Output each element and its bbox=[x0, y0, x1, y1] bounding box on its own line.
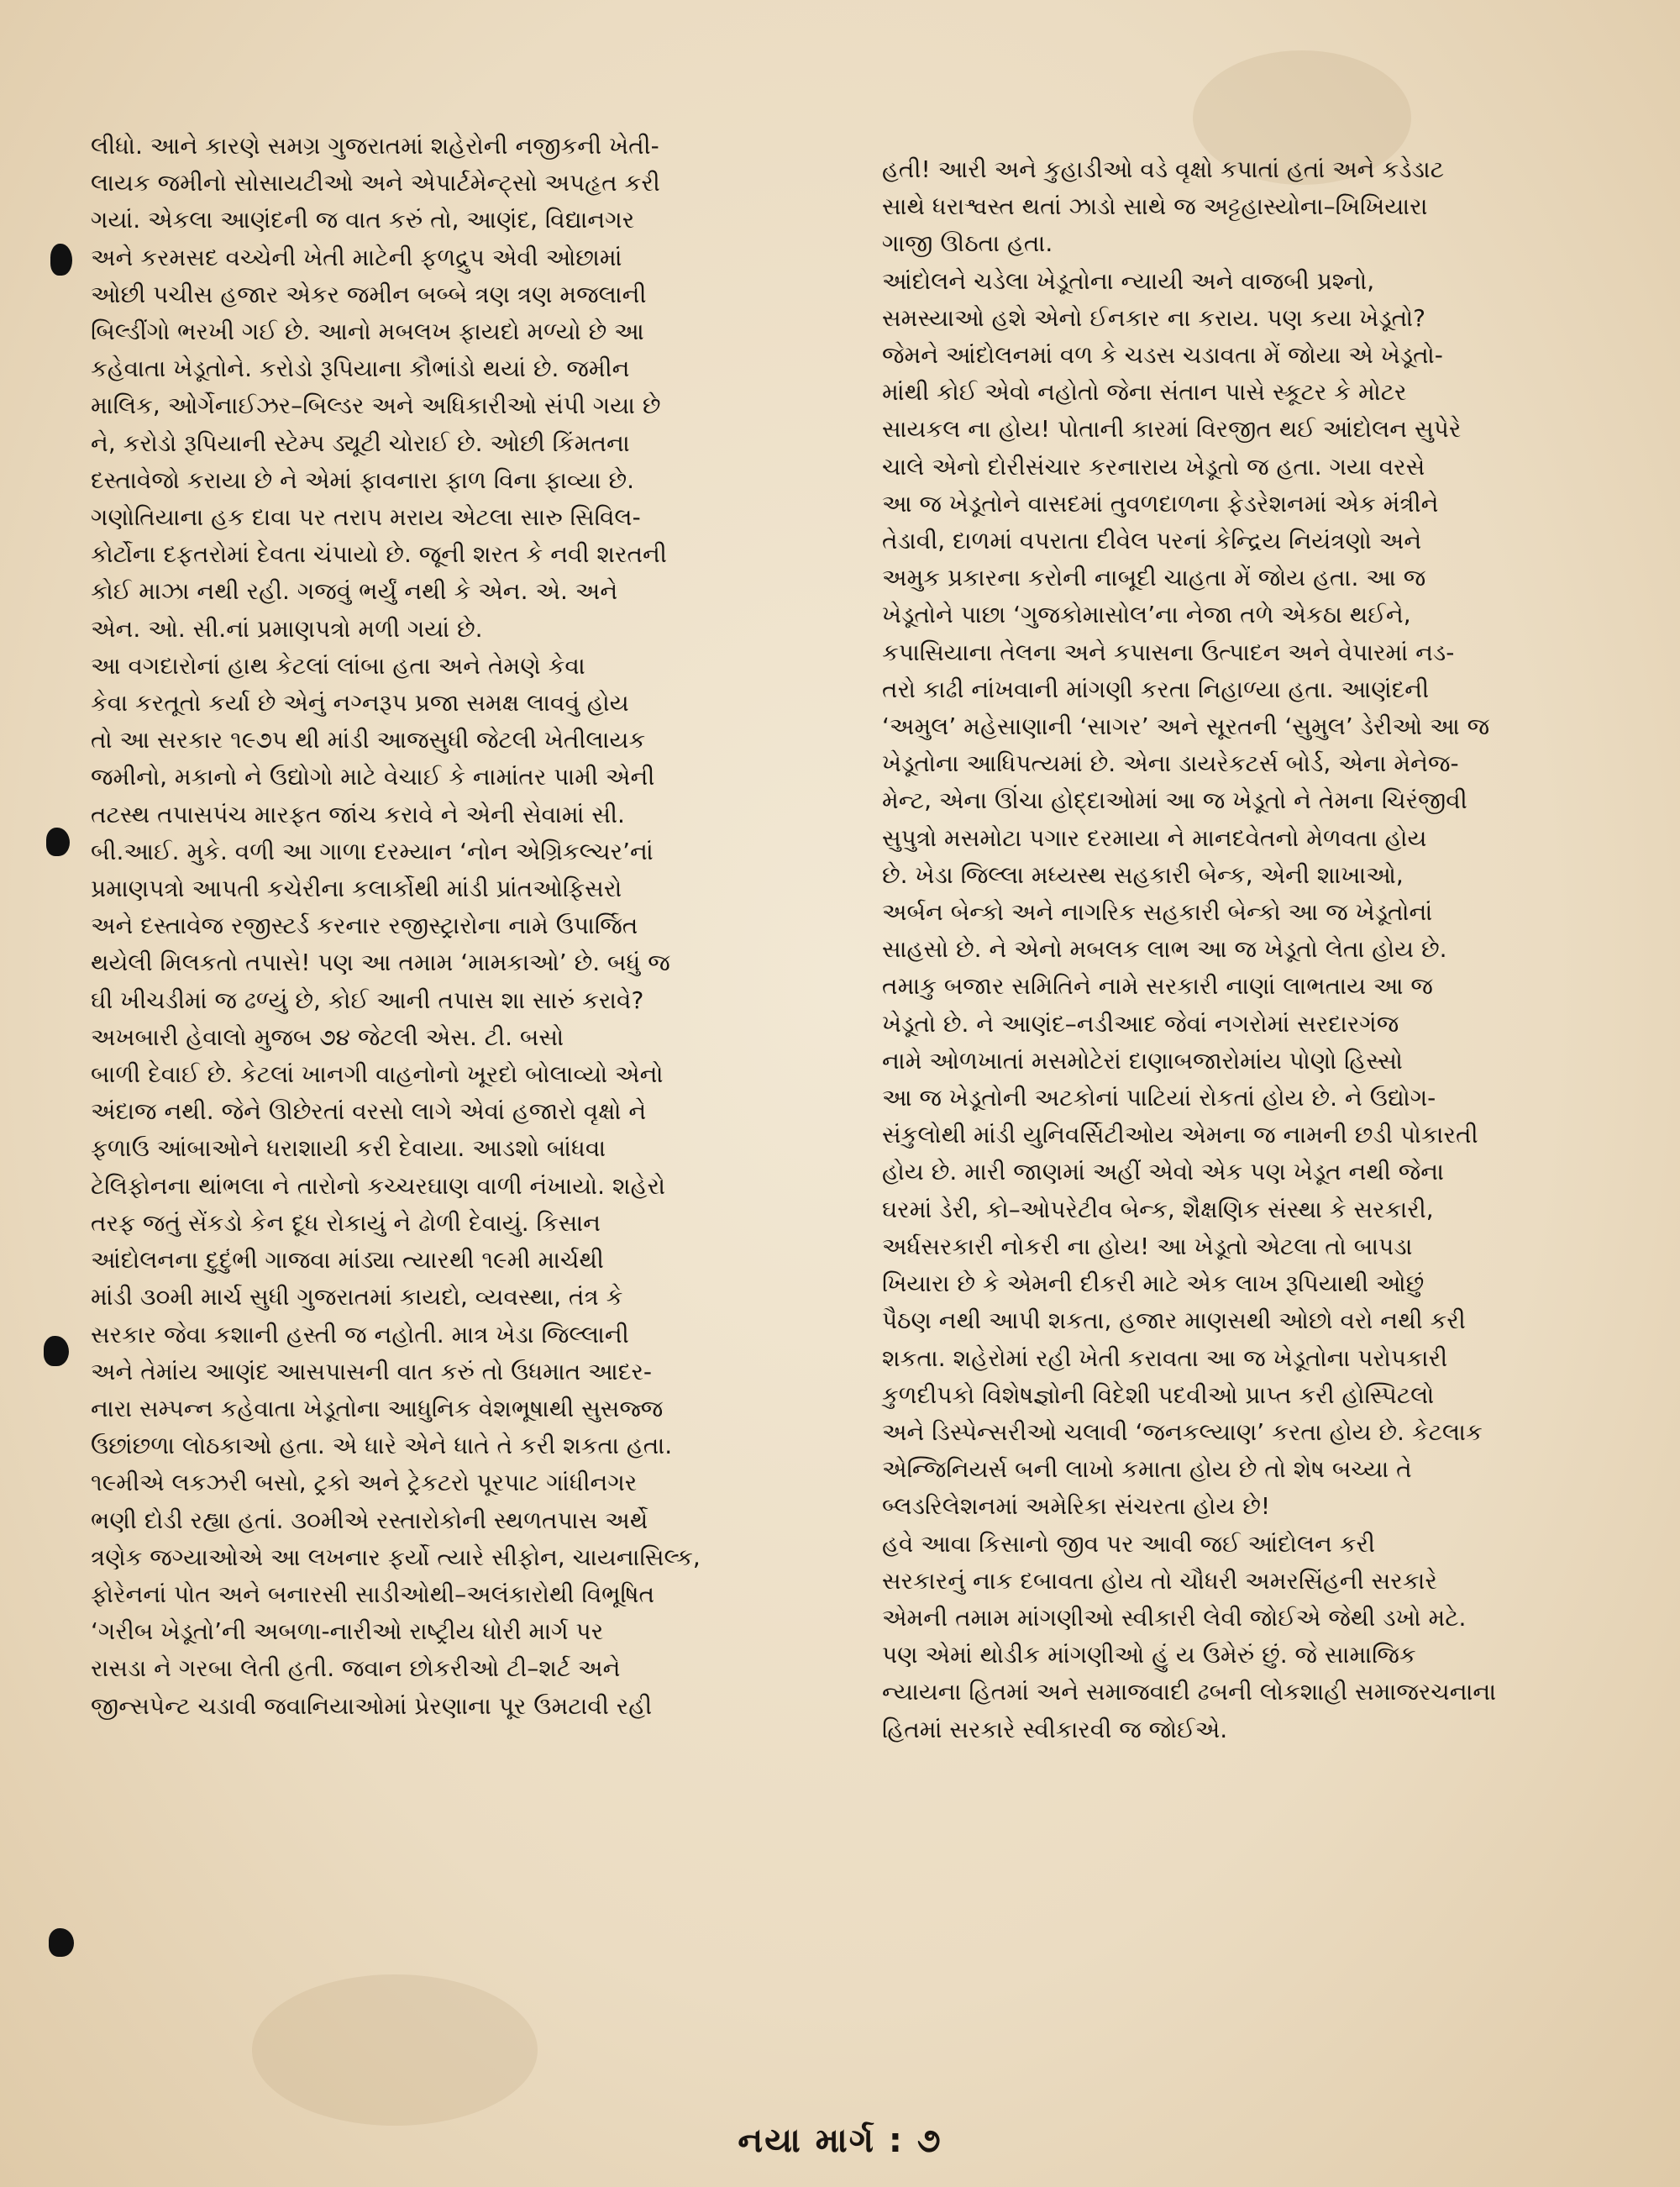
left-paragraph-3: અખબારી હેવાલો મુજબ ૭૪ જેટલી એસ. ટી. બસો બાળી દેવાઈ છે. કેટલાં ખાનગી વાહનોનો ખૂરદો બોલાવ્યો એનો અંદાજ નથી. જેને ઊછેરતાં વરસો લાગે એવાં હજારો વૃક્ષો ને ફળાઉ આંબાઓને ધરાશાયી કરી દેવાયા. આડશો બાંધવા ટેલિફોનના થાંભલા ને તારોનો કચ્ચરઘાણ વાળી નંખાયો. શહેરો તરફ જતું સેંકડો કેન દૂધ રોકાયું ને ઢોળી દેવાયું. કિસાન આંદોલનના દુદુંભી ગાજવા માંડ્યા ત્યારથી ૧૯મી માર્ચથી માંડી ૩૦મી માર્ચ સુધી ગુજરાતમાં કાયદો, વ્યવસ્થા, તંત્ર કે સરકાર જેવા કશાની હસ્તી જ નહોતી. માત્ર ખેડા જિલ્લાની અને તેમાંય આણંદ આસપાસની વાત કરું તો ઉધમાત આદર- નારા સમ્પન્ન કહેવાતા ખેડૂતોના આધુનિક વેશભૂષાથી સુસજ્જ ઉછાંછળા લોઠકાઓ હતા. એ ધારે એને ધાતે તે કરી શકતા હતા. ૧૯મીએ લકઝરી બસો, ટ્રકો અને ટ્રેકટરો પૂરપાટ ગાંધીનગર ભણી દોડી રહ્યા હતાં. ૩૦મીએ રસ્તારોકોની સ્થળતપાસ અર્થે ત્રણેક જગ્યાઓએ આ લખનાર ફર્યો ત્યારે સીફોન, ચાયનાસિલ્ક, ફોરેનનાં પોત અને બનારસી સાડીઓથી–અલંકારોથી વિભૂષિત ‘ગરીબ ખેડૂતો’ની અબળા-નારીઓ રાષ્ટ્રીય ધોરી માર્ગ પર રાસડા ને ગરબા લેતી હતી. જવાન છોકરીઓ ટી–શર્ટ અને જીન્સપેન્ટ ચડાવી જવાનિયાઓમાં પ્રેરણાના પૂર ઉમટાવી રહી bbox=[91, 1023, 701, 1720]
ink-blot bbox=[50, 244, 72, 276]
right-paragraph-3: હવે આવા કિસાનો જીવ પર આવી જઈ આંદોલન કરી સરકારનું નાક દબાવતા હોય તો ચૌધરી અમરસિંહની સરકારે એમની તમામ માંગણીઓ સ્વીકારી લેવી જોઈએ જેથી ડખો મટે. પણ એમાં થોડીક માંગણીઓ હું ય ઉમેરું છું. જે સામાજિક ન્યાયના હિતમાં અને સમાજવાદી ઢબની લોકશાહી સમાજરચનાના હિતમાં સરકારે સ્વીકારવી જ જોઈએ. bbox=[882, 1529, 1497, 1743]
right-column bbox=[882, 151, 1592, 1748]
right-paragraph-2: આંદોલને ચડેલા ખેડૂતોના ન્યાયી અને વાજબી પ્રશ્નો, સમસ્યાઓ હશે એનો ઈનકાર ના કરાય. પણ કયા ખેડૂતો? જેમને આંદોલનમાં વળ કે ચડસ ચડાવતા મેં જોયા એ ખેડૂતો- માંથી કોઈ એવો નહોતો જેના સંતાન પાસે સ્કૂટર કે મોટર સાયકલ ના હોય! પોતાની કારમાં વિરજીત થઈ આંદોલન સુપેરે ચાલે એનો દોરીસંચાર કરનારાય ખેડૂતો જ હતા. ગયા વરસે આ જ ખેડૂતોને વાસદમાં તુવળદાળના ફેડરેશનમાં એક મંત્રીને તેડાવી, દાળમાં વપરાતા દીવેલ પરનાં કેન્દ્રિય નિયંત્રણો અને અમુક પ્રકારના કરોની નાબૂદી ચાહતા મેં જોય હતા. આ જ ખેડૂતોને પાછા ‘ગુજકોમાસોલ’ના નેજા તળે એકઠા થઈને, કપાસિયાના તેલના અને કપાસના ઉત્પાદન અને વેપારમાં નડ- તરો કાઢી નાંખવાની માંગણી કરતા નિહાળ્યા હતા. આણંદની ‘અમુલ’ મહેસાણાની ‘સાગર’ અને સૂરતની ‘સુમુલ’ ડેરીઓ આ જ ખેડૂતોના આધિપત્યમાં છે. એના ડાયરેકટર્સ બોર્ડ, એના મેનેજ- મેન્ટ, એના ઊંચા હોદ્દાઓમાં આ જ ખેડૂતો ને તેમના ચિરંજીવી સુપુત્રો મસમોટા પગાર દરમાયા ને માનદવેતનો મેળવતા હોય છે. ખેડા જિલ્લા મધ્યસ્થ સહકારી બેન્ક, એની શાખાઓ, અર્બન બેન્કો અને નાગરિક સહકારી બેન્કો આ જ ખેડૂતોનાં સાહસો છે. ને એનો મબલક લાભ આ જ ખેડૂતો લેતા હોય છે. તમાકુ બજાર સમિતિને નામે સરકારી નાણાં લાભતાય આ જ ખેડૂતો છે. ને આણંદ–નડીઆદ જેવાં નગરોમાં સરદારગંજ નામે ઓળખાતાં મસમોટેરાં દાણાબજારોમાંય પોણો હિસ્સો આ જ ખેડૂતોની અટકોનાં પાટિયાં રોકતાં હોય છે. ને ઉદ્યોગ- સંકુલોથી માંડી યુનિવર્સિટીઓય એમના જ નામની છડી પોકારતી હોય છે. મારી જાણમાં અહીં એવો એક પણ ખેડૂત નથી જેના ઘરમાં ડેરી, કો–ઓપરેટીવ બેન્ક, શૈક્ષણિક સંસ્થા કે સરકારી, અર્ધસરકારી નોકરી ના હોય! આ ખેડૂતો એટલા તો બાપડા ખિયારા છે કે એમની દીકરી માટે એક લાખ રૂપિયાથી ઓછું પૈઠણ નથી આપી શકતા, હજાર માણસથી ઓછો વરો નથી કરી શકતા. શહેરોમાં રહી ખેતી કરાવતા આ જ ખેડૂતોના પરોપકારી કુળદીપકો વિશેષજ્ઞોની વિદેશી પદવીઓ પ્રાપ્ત કરી હોસ્પિટલો અને ડિસ્પેન્સરીઓ ચલાવી ‘જનકલ્યાણ’ કરતા હોય છે. કેટલાક એન્જિનિયર્સ બની લાખો કમાતા હોય છે તો શેષ બચ્યા તે બ્લડરિલેશનમાં અમેરિકા સંચરતા હોય છે! bbox=[882, 266, 1490, 1521]
ink-blot bbox=[46, 828, 70, 856]
right-paragraph-1: હતી! આરી અને કુહાડીઓ વડે વૃક્ષો કપાતાં હતાં અને કડેડાટ સાથે ધરાશ્વસ્ત થતાં ઝાડો સાથે જ અટ્ટહાસ્યોના–ખિખિયારા ગાજી ઊઠતા હતા. bbox=[882, 155, 1445, 258]
page-footer: નયા માર્ગ : ૭ bbox=[738, 2121, 942, 2160]
paper-stain bbox=[252, 1974, 538, 2126]
ink-blot bbox=[44, 1336, 69, 1366]
ink-blot bbox=[49, 1928, 74, 1957]
left-column bbox=[91, 128, 822, 1725]
left-paragraph-2: આ વગદારોનાં હાથ કેટલાં લાંબા હતા અને તેમણે કેવા કેવા કરતૂતો કર્યા છે એનું નગ્નરૂપ પ્રજા સમક્ષ લાવવું હોય તો આ સરકાર ૧૯૭૫ થી માંડી આજસુધી જેટલી ખેતીલાયક જમીનો, મકાનો ને ઉદ્યોગો માટે વેચાઈ કે નામાંતર પામી એની તટસ્થ તપાસપંચ મારફત જાંચ કરાવે ને એની સેવામાં સી. બી.આઈ. મુકે. વળી આ ગાળા દરમ્યાન ‘નોન એગ્રિકલ્ચર’નાં પ્રમાણપત્રો આપતી કચેરીના કલાર્કોથી માંડી પ્રાંતઓફિસરો અને દસ્તાવેજ રજીસ્ટર્ડ કરનાર રજીસ્ટ્રારોના નામે ઉપાર્જિત થયેલી મિલકતો તપાસે! પણ આ તમામ ‘મામકાઓ’ છે. બધું જ ઘી ખીચડીમાં જ ઢળ્યું છે, કોઈ આની તપાસ શા સારું કરાવે? bbox=[91, 651, 670, 1014]
left-paragraph-1: લીધો. આને કારણે સમગ્ર ગુજરાતમાં શહેરોની નજીકની ખેતી- લાયક જમીનો સોસાયટીઓ અને એપાર્ટમેન્ટ્સો અપહૃત કરી ગયાં. એકલા આણંદની જ વાત કરું તો, આણંદ, વિદ્યાનગર અને કરમસદ વચ્ચેની ખેતી માટેની ફળદ્રુપ એવી ઓછામાં ઓછી પચીસ હજાર એકર જમીન બબ્બે ત્રણ ત્રણ મજલાની બિલ્ડીંગો ભરખી ગઈ છે. આનો મબલખ ફાયદો મળ્યો છે આ કહેવાતા ખેડૂતોને. કરોડો રૂપિયાના કૌભાંડો થયાં છે. જમીન માલિક, ઓર્ગેનાઈઝર–બિલ્ડર અને અધિકારીઓ સંપી ગયા છે ને, કરોડો રૂપિયાની સ્ટેમ્પ ડ્યૂટી ચોરાઈ છે. ઓછી કિંમતના દસ્તાવેજો કરાયા છે ને એમાં ફાવનારા ફાળ વિના ફાવ્યા છે. ગણોતિયાના હક દાવા પર તરાપ મરાય એટલા સારુ સિવિલ- કોર્ટોના દફતરોમાં દેવતા ચંપાયો છે. જૂની શરત કે નવી શરતની કોઈ માઝા નથી રહી. ગજવું ભર્યું નથી કે એન. એ. અને એન. ઓ. સી.નાં પ્રમાણપત્રો મળી ગયાં છે. bbox=[91, 132, 667, 643]
